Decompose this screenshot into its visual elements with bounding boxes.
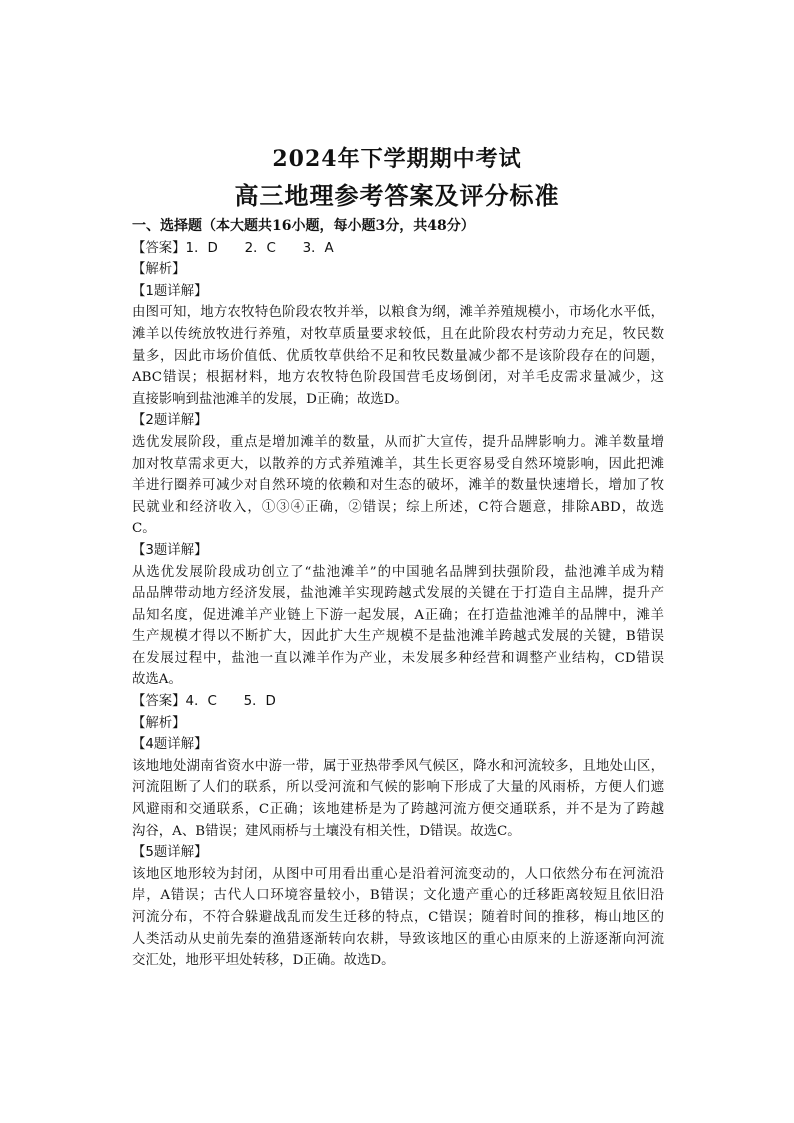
paragraph-line: 品知名度，促进滩羊产业链上下游一起发展，A正确；在打造盐池滩羊的品牌中，滩羊 [132,607,664,623]
paragraph-line: 该地区地形较为封闭，从图中可用看出重心是沿着河流变动的，人口依然分布在河流沿 [132,866,664,882]
paragraph-line: 滩羊以传统放牧进行养殖，对牧草质量要求较低，且在此阶段农村劳动力充足，牧民数 [132,326,664,342]
analysis-label: 【解析】 [132,262,186,278]
paragraph-line: 品品牌带动地方经济发展，盐池滩羊实现跨越式发展的关键在于打造自主品牌，提升产 [132,586,664,602]
paragraph-line: 在发展过程中，盐池一直以滩羊作为产业，未发展多种经营和调整产业结构，CD错误 [132,650,664,666]
question-detail-heading: 【4题详解】 [132,737,208,753]
paragraph-line: 生产规模才得以不断扩大，因此扩大生产规模不是盐池滩羊跨越式发展的关键，B错误 [132,629,664,645]
paragraph-line: 从选优发展阶段成功创立了“盐池滩羊”的中国驰名品牌到扶强阶段，盐池滩羊成为精 [132,564,664,580]
question-detail-heading: 【1题详解】 [132,283,208,299]
paragraph-line: 加对牧草需求更大，以散养的方式养殖滩羊，其生长更容易受自然环境影响，因此把滩 [132,456,664,472]
answer-content [132,216,664,972]
paragraph-line: 风避雨和交通联系，C正确；该地建桥是为了跨越河流方便交通联系，并不是为了跨越 [132,802,664,818]
question-detail-heading: 【3题详解】 [132,542,208,558]
paragraph-line: C。 [132,521,156,537]
paragraph-line: 沟谷，A、B错误；建风雨桥与土壤没有相关性，D错误。故选C。 [132,823,521,839]
paragraph-line: 故选A。 [132,672,182,688]
paragraph-line: 交汇处，地形平坦处转移，D正确。故选D。 [132,953,395,969]
paragraph-line: 量多，因此市场价值低、优质牧草供给不足和牧民数量减少都不是该阶段存在的问题， [132,348,664,364]
paragraph-line: 该地地处湖南省资水中游一带，属于亚热带季风气候区，降水和河流较多，且地处山区， [132,758,664,774]
question-detail-heading: 【5题详解】 [132,845,208,861]
paragraph-line: 选优发展阶段，重点是增加滩羊的数量，从而扩大宣传，提升品牌影响力。滩羊数量增 [132,434,664,450]
analysis-label: 【解析】 [132,715,186,731]
answer-line: 【答案】1．D 2．C 3．A [132,240,334,256]
question-detail-heading: 【2题详解】 [132,413,208,429]
paragraph-line: 河流分布，不符合躲避战乱而发生迁移的特点，C错误；随着时间的推移，梅山地区的 [132,910,664,925]
paragraph-line: 岸，A错误；古代人口环境容量较小，B错误；文化遗产重心的迁移距离较短且依旧沿 [132,888,664,904]
answer-line: 【答案】4．C 5．D [132,694,276,710]
paragraph-line: 人类活动从史前先秦的渔猎逐渐转向农耕，导致该地区的重心由原来的上游逐渐向河流 [132,931,664,947]
paragraph-line: 由图可知，地方农牧特色阶段农牧并举，以粮食为纲，滩羊养殖规模小，市场化水平低， [132,305,664,321]
paragraph-line: 羊进行圈养可减少对自然环境的依赖和对生态的破坏，滩羊的数量快速增长，增加了牧 [132,478,664,494]
paragraph-line: ABC错误；根据材料，地方农牧特色阶段国营毛皮场倒闭，对羊毛皮需求量减少，这 [132,370,664,386]
answer-key-title: 高三地理参考答案及评分标准 [234,181,560,210]
section-heading: 一、选择题（本大题共16小题，每小题3分，共48分） [132,218,475,234]
paragraph-line: 河流阻断了人们的联系，所以受河流和气候的影响下形成了大量的风雨桥，方便人们遮 [132,780,664,796]
paragraph-line: 民就业和经济收入，①③④正确，②错误；综上所述，C符合题意，排除ABD，故选 [132,499,664,515]
paragraph-line: 直接影响到盐池滩羊的发展，D正确；故选D。 [132,391,408,407]
exam-title: 2024年下学期期中考试 [272,146,522,172]
